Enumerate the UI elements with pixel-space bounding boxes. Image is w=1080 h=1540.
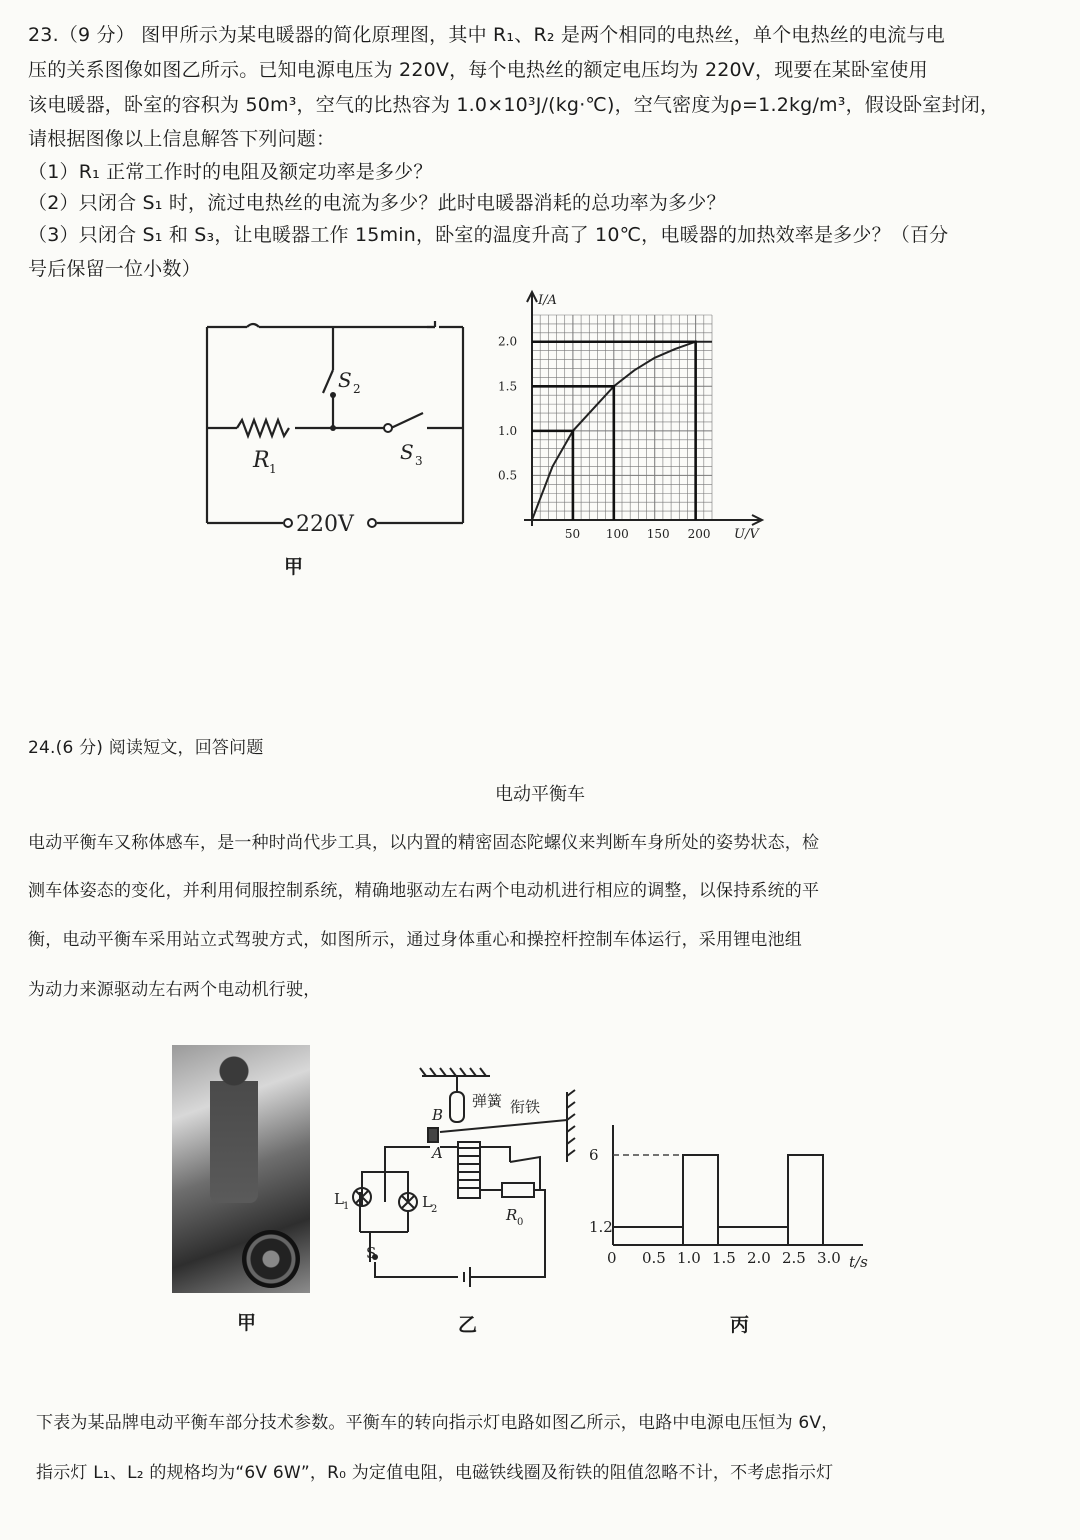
wheel-shape xyxy=(242,1230,300,1288)
y-tick-label: 2.0 xyxy=(498,334,518,349)
q24-para-3: 衡，电动平衡车采用站立式驾驶方式，如图所示，通过身体重心和操控杆控制车体运行，采用锂电池组 xyxy=(28,930,802,950)
q24-step-chart xyxy=(585,1120,885,1280)
armature-label: 衔铁 xyxy=(510,1098,541,1116)
x-tick-label: 200 xyxy=(687,527,711,541)
x-tick-label: 150 xyxy=(646,527,670,541)
x-axis-label: t/s xyxy=(849,1253,868,1271)
q23-line-2: 压的关系图像如图乙所示。已知电源电压为 220V，每个电热丝的额定电压均为 220V，现要在某卧室使用 xyxy=(28,59,928,81)
svg-text:A: A xyxy=(432,1144,443,1162)
y-axis-label: I/A xyxy=(538,293,557,308)
svg-text:L: L xyxy=(334,1190,344,1208)
svg-text:B: B xyxy=(432,1106,444,1124)
step-series xyxy=(613,1155,823,1245)
x-tick-label: 1.5 xyxy=(712,1249,736,1267)
x-tick-label: 0 xyxy=(607,1249,617,1267)
x-axis-label: U/V xyxy=(734,527,759,542)
q24-para-2: 测车体姿态的变化，并利用伺服控制系统，精确地驱动左右两个电动机进行相应的调整，以保持系统的平 xyxy=(28,881,820,901)
x-tick-label: 1.0 xyxy=(677,1249,701,1267)
svg-text:S: S xyxy=(366,1244,377,1262)
s2-label: S xyxy=(338,368,352,392)
spring-label: 弹簧 xyxy=(472,1092,503,1110)
x-tick-label: 3.0 xyxy=(817,1249,841,1267)
x-tick-label: 0.5 xyxy=(642,1249,666,1267)
svg-text:3: 3 xyxy=(415,454,423,468)
q24-bottom-2: 指示灯 L₁、L₂ 的规格均为“6V 6W”，R₀ 为定值电阻，电磁铁线圈及衔铁的阻值忽略不计，不考虑指示灯 xyxy=(36,1463,834,1483)
svg-text:1: 1 xyxy=(269,462,277,476)
svg-text:2: 2 xyxy=(431,1204,438,1215)
q24-fig-jia-caption: 甲 xyxy=(237,1312,257,1334)
q24-para-4: 为动力来源驱动左右两个电动机行驶， xyxy=(28,980,321,1000)
q23-line-4: 请根据图像以上信息解答下列问题： xyxy=(28,128,336,150)
y-tick-label: 1.2 xyxy=(589,1218,613,1236)
q24-fig-yi-caption: 乙 xyxy=(458,1314,478,1336)
x-tick-label: 100 xyxy=(605,527,629,541)
q24-bottom-1: 下表为某品牌电动平衡车部分技术参数。平衡车的转向指示灯电路如图乙所示，电路中电源电压恒为 6V， xyxy=(36,1413,839,1433)
voltage-label: 220V xyxy=(296,512,354,537)
x-tick-label: 50 xyxy=(564,527,581,541)
q24-fig-bing-caption: 丙 xyxy=(730,1314,750,1336)
q23-line-5: （1）R₁ 正常工作时的电阻及额定功率是多少？ xyxy=(28,161,433,183)
q23-line-1: 23.（9 分） 图甲所示为某电暖器的简化原理图，其中 R₁、R₂ 是两个相同的电热丝，单个电热丝的电流与电 xyxy=(28,24,945,46)
y-tick-label: 6 xyxy=(589,1146,599,1164)
q23-line-8: 号后保留一位小数） xyxy=(28,258,201,280)
q23-line-3: 该电暖器，卧室的容积为 50m³，空气的比热容为 1.0×10³J/(kg·℃)，空气密度为ρ=1.2kg/m³，假设卧室封闭， xyxy=(28,94,1000,116)
balance-car-photo xyxy=(172,1045,310,1293)
svg-text:L: L xyxy=(422,1193,432,1211)
s3-label: S xyxy=(400,440,414,464)
rider-figure xyxy=(210,1053,258,1203)
x-tick-label: 2.0 xyxy=(747,1249,771,1267)
y-tick-label: 0.5 xyxy=(498,468,518,483)
q23-fig-jia-caption: 甲 xyxy=(284,556,304,578)
x-tick-label: 2.5 xyxy=(782,1249,806,1267)
q23-line-6: （2）只闭合 S₁ 时，流过电热丝的电流为多少？此时电暖器消耗的总功率为多少？ xyxy=(28,192,726,214)
turn-signal-circuit xyxy=(330,1062,590,1292)
q23-circuit-diagram xyxy=(195,315,480,555)
q23-iu-chart xyxy=(488,288,778,550)
y-tick-label: 1.5 xyxy=(498,379,518,394)
svg-text:2: 2 xyxy=(353,382,361,396)
q24-para-1: 电动平衡车又称体感车，是一种时尚代步工具，以内置的精密固态陀螺仪来判断车身所处的姿势状态，检 xyxy=(28,833,820,853)
q23-line-7: （3）只闭合 S₁ 和 S₃，让电暖器工作 15min，卧室的温度升高了 10℃，电暖器的加热效率是多少？（百分 xyxy=(28,224,949,246)
q24-title: 电动平衡车 xyxy=(495,784,585,805)
y-tick-label: 1.0 xyxy=(498,423,518,438)
r1-label: R xyxy=(253,448,270,473)
svg-text:1: 1 xyxy=(343,1201,350,1212)
svg-text:R: R xyxy=(506,1206,518,1224)
q24-header: 24.(6 分) 阅读短文，回答问题 xyxy=(28,738,264,758)
svg-text:0: 0 xyxy=(517,1217,524,1228)
